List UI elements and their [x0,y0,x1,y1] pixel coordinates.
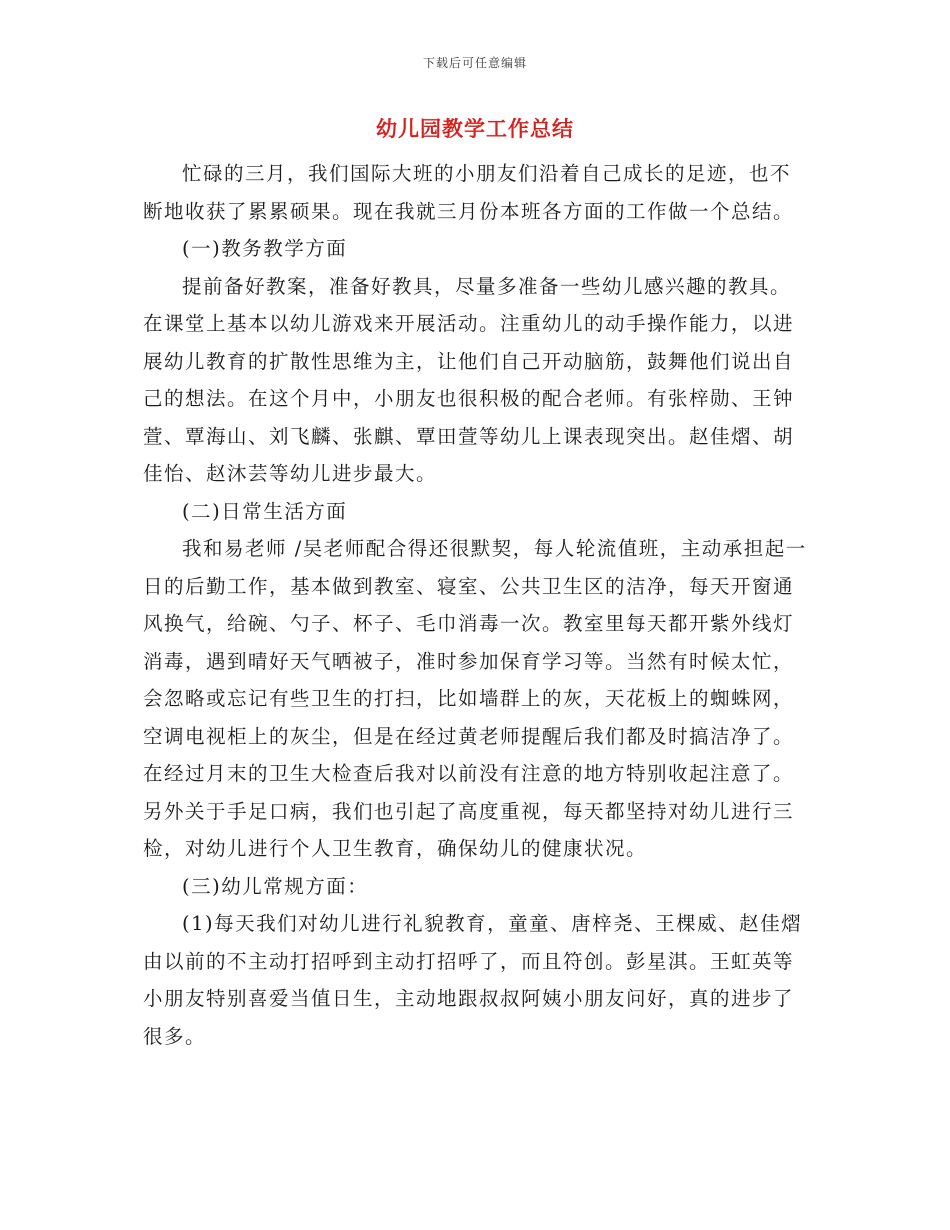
routine-paragraph: (1)每天我们对幼儿进行礼貌教育，童童、唐梓尧、王棵威、赵佳熠由以前的不主动打招呼到主动打招呼了，而且符创。彭星淇。王虹英等小朋友特别喜爱当值日生，主动地跟叔叔阿姨小朋友问好，真的进步了很多。 [143,912,803,1048]
daily-life-paragraph: 我和易老师 /吴老师配合得还很默契，每人轮流值班，主动承担起一日的后勤工作，基本做到教室、寝室、公共卫生区的洁净，每天开窗通风换气，给碗、勺子、杯子、毛巾消毒一次。教室里每天都开紫外线灯消毒，遇到晴好天气晒被子，准时参加保育学习等。当然有时候太忙，会忽略或忘记有些卫生的打扫，比如墙群上的灰，天花板上的蜘蛛网，空调电视柜上的灰尘，但是在经过黄老师提醒后我们都及时搞洁净了。在经过月末的卫生大检查后我对以前没有注意的地方特别收起注意了。另外关于手足口病，我们也引起了高度重视，每天都坚持对幼儿进行三检，对幼儿进行个人卫生教育，确保幼儿的健康状况。 [143,537,807,860]
section-heading-routine: (三)幼儿常规方面： [182,874,369,898]
page-header-note: 下载后可任意编辑 [422,56,527,70]
section-heading-daily-life: (二)日常生活方面 [182,499,348,523]
document-body [143,155,807,1055]
teaching-paragraph: 提前备好教案，准备好教具，尽量多准备一些幼儿感兴趣的教具。在课堂上基本以幼儿游戏来开展活动。注重幼儿的动手操作能力，以进展幼儿教育的扩散性思维为主，让他们自己开动脑筋，鼓舞他们说出自己的想法。在这个月中，小朋友也很积极的配合老师。有张梓勋、王钟萱、覃海山、刘飞麟、张麒、覃田萱等幼儿上课表现突出。赵佳熠、胡佳怡、赵沐芸等幼儿进步最大。 [143,274,795,485]
section-heading-teaching: (一)教务教学方面 [182,237,348,260]
document-title: 幼儿园教学工作总结 [376,116,574,141]
intro-paragraph: 忙碌的三月，我们国际大班的小朋友们沿着自己成长的足迹，也不断地收获了累累硕果。现在我就三月份本班各方面的工作做一个总结。 [143,162,795,223]
